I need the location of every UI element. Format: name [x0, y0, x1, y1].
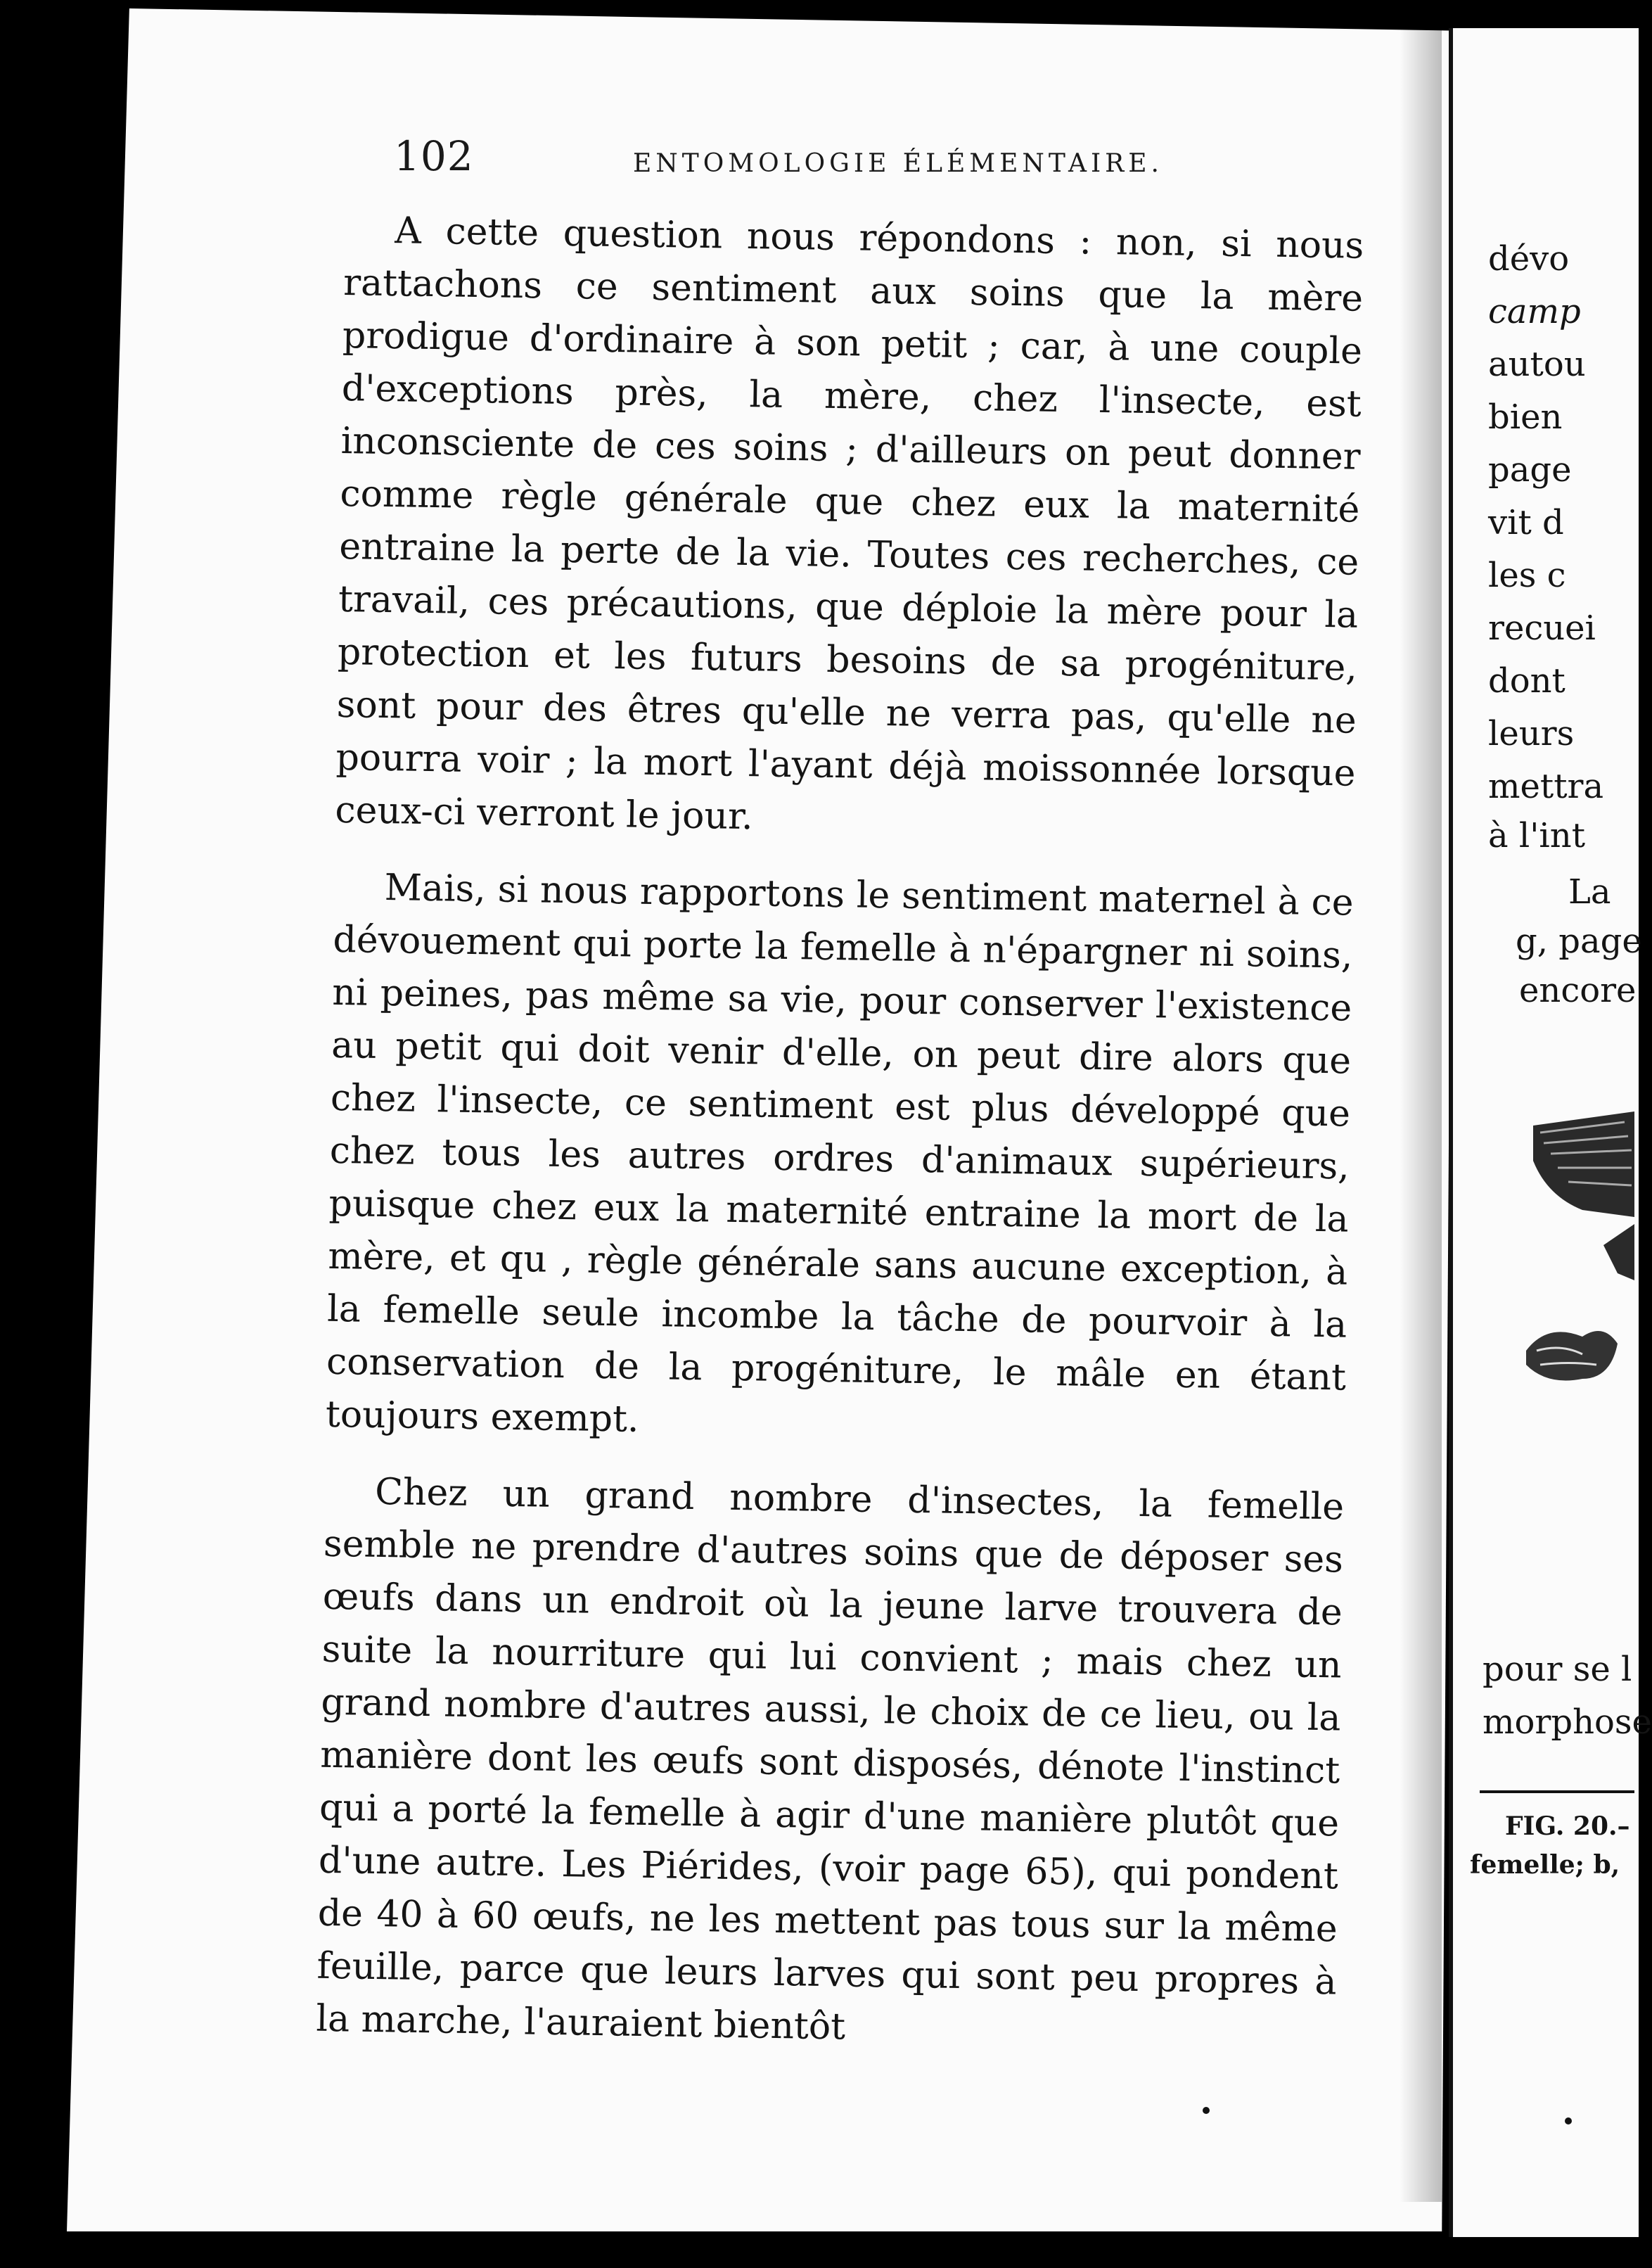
moth-illustration [1519, 1111, 1634, 1407]
paragraph-2: Mais, si nous rapportons le sentiment maternel à ce dévouement qui porte la femelle à n'épargner ni soins, ni peines, pas même sa vie, pour conserver l'existence au petit qui doit venir d'elle, on peut dire alors que chez l'insecte, ce sentiment est plus développé que chez tous les autres ordres d'animaux supérieurs, puisque chez eux la maternité entraine la mort de la mère, et qu , règle générale sans aucune exception, à la femelle seule incombe la tâche de pourvoir à la conservation de la progéniture, le mâle en étant toujours exempt. [325, 867, 1355, 1441]
page-gutter-shadow [1400, 21, 1442, 2202]
right-line: dévo [1488, 239, 1570, 279]
running-title: ENTOMOLOGIE ÉLÉMENTAIRE. [633, 149, 1163, 178]
figure-caption: FIG. 20.– [1505, 1811, 1630, 1841]
right-line: encore [1519, 971, 1637, 1010]
page-header [394, 132, 1392, 196]
right-line: recuei [1488, 609, 1596, 648]
right-line: à l'int [1488, 816, 1585, 855]
body-text [315, 204, 1364, 2085]
right-line: autou [1488, 345, 1586, 384]
scan-speck [1203, 2107, 1210, 2114]
right-line: g, page [1516, 922, 1642, 961]
right-line: page [1488, 450, 1572, 490]
scan-speck [1565, 2117, 1572, 2124]
right-line: morphose [1483, 1702, 1652, 1742]
right-line: les c [1488, 556, 1566, 595]
right-line: bien [1488, 397, 1563, 437]
right-line: leurs [1488, 714, 1575, 753]
right-line: vit d [1488, 503, 1564, 542]
paragraph-1: A cette question nous répondons : non, si nous rattachons ce sentiment aux soins que la mère prodigue d'ordinaire à son petit ; car, à une couple d'exceptions près, la mère, chez l'insecte, est inconsciente de ces soins ; d'ailleurs on peut donner comme règle générale que chez eux la maternité entraine la perte de la vie. Toutes ces recherches, ce travail, ces précautions, que déploie la mère pour la protection et les futurs besoins de sa progéniture, sont pour des êtres qu'elle ne verra pas, qu'elle ne pourra voir ; la mort l'ayant déjà moissonnée lorsque ceux-ci verront le jour. [334, 210, 1364, 839]
caption-rule [1480, 1790, 1634, 1793]
right-line: dont [1488, 661, 1565, 701]
right-line: La [1568, 872, 1611, 912]
paragraph-3: Chez un grand nombre d'insectes, la femelle semble ne prendre d'autres soins que de déposer ses œufs dans un endroit où la jeune larve trouvera de suite la nourriture qui lui convient ; mais chez un grand nombre d'autres aussi, le choix de ce lieu, ou la manière dont les œufs sont disposés, dénote l'instinct qui a porté la femelle à agir d'une manière plutôt que d'une autre. Les Piérides, (voir page 65), qui pondent de 40 à 60 œufs, ne les mettent pas tous sur la même feuille, parce que leurs larves qui sont peu propres à la marche, l'auraient bientôt [316, 1470, 1345, 2049]
figure-caption: femelle; b, [1470, 1850, 1620, 1880]
right-line: camp [1488, 292, 1581, 331]
right-line: pour se l [1483, 1650, 1632, 1689]
page-number: 102 [394, 132, 474, 180]
right-line: mettra [1488, 767, 1604, 806]
